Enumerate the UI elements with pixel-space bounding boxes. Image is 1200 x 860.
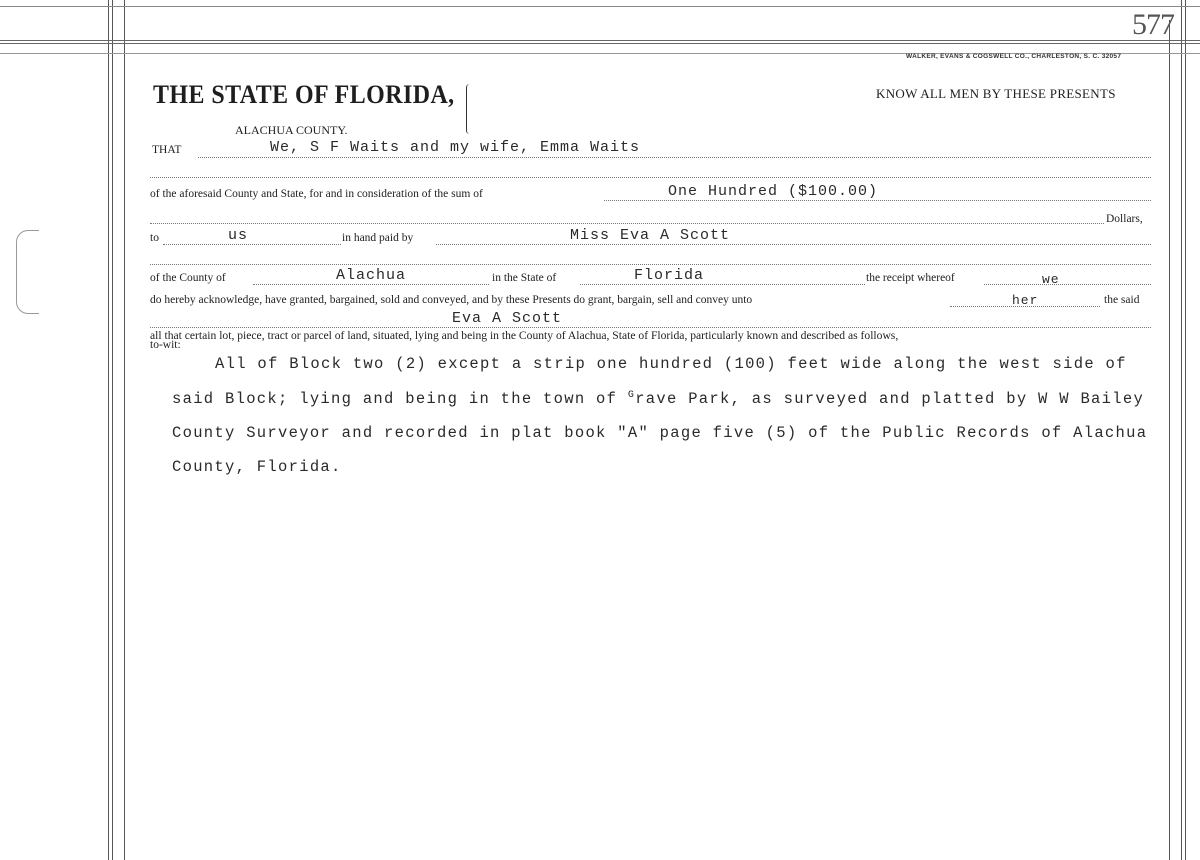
blank-line [150, 264, 1151, 265]
paid-by-label: in hand paid by [342, 232, 414, 244]
paid-by-value: Miss Eva A Scott [570, 227, 731, 244]
description-line-3: County Surveyor and recorded in plat book "A" page five (5) of the Public Records of Alachua [172, 424, 1148, 442]
left-margin-rule [112, 0, 113, 860]
dollars-line [150, 223, 1104, 224]
convey-to-value: her [1012, 293, 1039, 308]
receipt-line [984, 284, 1151, 285]
description-line-2-rest: rave Park, as surveyed and platted by W W Bailey [635, 390, 1145, 409]
county-heading: ALACHUA COUNTY. [235, 123, 348, 137]
lot-label: all that certain lot, piece, tract or parcel of land, situated, lying and being in the County of Alachua, State of Florida, particularly known and described as follows, [150, 329, 899, 342]
dollars-label: Dollars, [1106, 213, 1143, 225]
state-line [580, 284, 865, 285]
page-number: 577 [1132, 8, 1174, 41]
to-wit-label: to-wit: [150, 339, 181, 351]
the-said-label: the said [1104, 294, 1140, 306]
consideration-label: of the aforesaid County and State, for and in consideration of the sum of [150, 188, 483, 200]
right-margin-rule [1169, 20, 1170, 860]
sum-value: One Hundred ($100.00) [668, 183, 879, 200]
blank-line [150, 177, 1151, 178]
top-rule [0, 43, 1200, 44]
heading-brace [466, 84, 473, 134]
binder-hole [16, 230, 39, 314]
state-value: Florida [634, 267, 705, 284]
state-label: in the State of [492, 272, 557, 284]
that-label: THAT [152, 144, 182, 156]
description-line-1: All of Block two (2) except a strip one hundred (100) feet wide along the west side of [215, 355, 1127, 373]
grantee-line [150, 327, 1151, 328]
description-line-2-superscript: G [627, 390, 636, 401]
receipt-value: we [1042, 272, 1060, 287]
to-label: to [150, 232, 159, 244]
printer-credit: WALKER, EVANS & COGSWELL CO., CHARLESTON, S. C. 32057 [906, 53, 1122, 60]
top-rule [0, 6, 1200, 7]
state-heading: THE STATE OF FLORIDA, [153, 80, 455, 109]
left-margin-rule [108, 0, 109, 860]
description-line-4: County, Florida. [172, 458, 342, 476]
right-margin-rule [1185, 0, 1186, 860]
to-value: us [228, 227, 249, 244]
county-value: Alachua [336, 267, 407, 284]
description-line-2-text: said Block; lying and being in the town of [172, 390, 618, 409]
grantee-name: Eva A Scott [452, 310, 563, 327]
county-label: of the County of [150, 272, 226, 284]
know-all-men: KNOW ALL MEN BY THESE PRESENTS [876, 86, 1116, 101]
top-rule [0, 40, 1200, 41]
grantors-value: We, S F Waits and my wife, Emma Waits [270, 139, 641, 156]
right-margin-rule [1181, 0, 1182, 860]
county-line [253, 284, 489, 285]
receipt-label: the receipt whereof [866, 272, 955, 284]
grantor-line [198, 157, 1151, 158]
to-line [163, 244, 341, 245]
acknowledge-label: do hereby acknowledge, have granted, bargained, sold and conveyed, and by these Presents do grant, bargain, sell and convey unto [150, 294, 753, 306]
left-margin-rule [124, 0, 125, 860]
description-line-2 [172, 390, 1144, 408]
paid-by-line [436, 244, 1151, 245]
sum-line [604, 200, 1151, 201]
